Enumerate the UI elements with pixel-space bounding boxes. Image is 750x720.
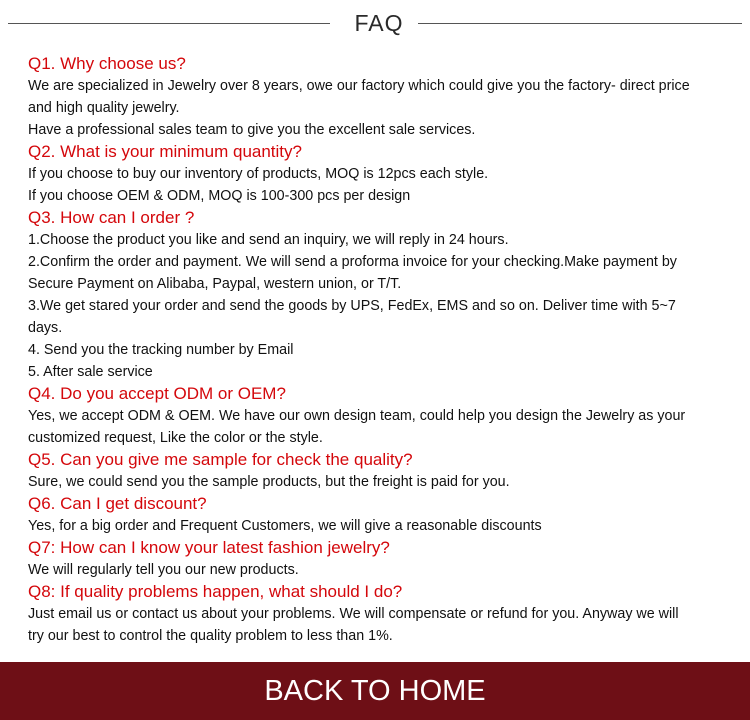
page-title: FAQ [354, 10, 404, 36]
faq-item [28, 581, 738, 647]
faq-answer-line: and high quality jewelry. [28, 100, 180, 116]
faq-question: Q4. Do you accept ODM or OEM? [28, 384, 286, 403]
faq-answer-line: We are specialized in Jewelry over 8 years, owe our factory which could give you the factory- direct price [28, 78, 690, 94]
faq-answer-line: try our best to control the quality problem to less than 1%. [28, 628, 393, 644]
faq-item [28, 449, 738, 493]
faq-answer-line: 3.We get stared your order and send the goods by UPS, FedEx, EMS and so on. Deliver time with 5~7 [28, 298, 676, 314]
faq-question: Q1. Why choose us? [28, 54, 186, 73]
faq-answer-line: 5. After sale service [28, 364, 153, 380]
faq-item [28, 537, 738, 581]
faq-answer-line: 4. Send you the tracking number by Email [28, 342, 294, 358]
faq-answer-line: 1.Choose the product you like and send an inquiry, we will reply in 24 hours. [28, 232, 509, 248]
faq-answer-line: Have a professional sales team to give you the excellent sale services. [28, 122, 476, 138]
faq-question: Q7: How can I know your latest fashion jewelry? [28, 538, 390, 557]
faq-question: Q6. Can I get discount? [28, 494, 207, 513]
faq-question: Q3. How can I order ? [28, 208, 195, 227]
faq-answer-line: days. [28, 320, 63, 336]
faq-answer-line: Yes, we accept ODM & OEM. We have our own design team, could help you design the Jewelry as your [28, 408, 686, 424]
faq-item [28, 383, 738, 449]
faq-item [28, 493, 738, 537]
faq-question: Q8: If quality problems happen, what should I do? [28, 582, 403, 601]
faq-answer-line: customized request, Like the color or the style. [28, 430, 323, 446]
faq-item [28, 207, 738, 383]
faq-item [28, 141, 738, 207]
faq-answer-line: Yes, for a big order and Frequent Customers, we will give a reasonable discounts [28, 518, 542, 534]
faq-answer-line: 2.Confirm the order and payment. We will send a proforma invoice for your checking.Make payment by [28, 254, 677, 270]
faq-answer-line: Sure, we could send you the sample products, but the freight is paid for you. [28, 474, 510, 490]
back-to-home-button[interactable]: BACK TO HOME [0, 662, 750, 720]
faq-answer-line: If you choose OEM & ODM, MOQ is 100-300 pcs per design [28, 188, 411, 204]
header-divider-left [8, 23, 330, 24]
faq-answer-line: If you choose to buy our inventory of products, MOQ is 12pcs each style. [28, 166, 489, 182]
faq-answer-line: Secure Payment on Alibaba, Paypal, western union, or T/T. [28, 276, 402, 292]
faq-answer-line: Just email us or contact us about your problems. We will compensate or refund for you. Anyway we will [28, 606, 679, 622]
faq-header [0, 0, 750, 48]
header-divider-right [418, 23, 742, 24]
faq-item [28, 53, 738, 141]
faq-question: Q5. Can you give me sample for check the quality? [28, 450, 413, 469]
faq-question: Q2. What is your minimum quantity? [28, 142, 302, 161]
faq-answer-line: We will regularly tell you our new products. [28, 562, 299, 578]
faq-list [28, 53, 738, 647]
